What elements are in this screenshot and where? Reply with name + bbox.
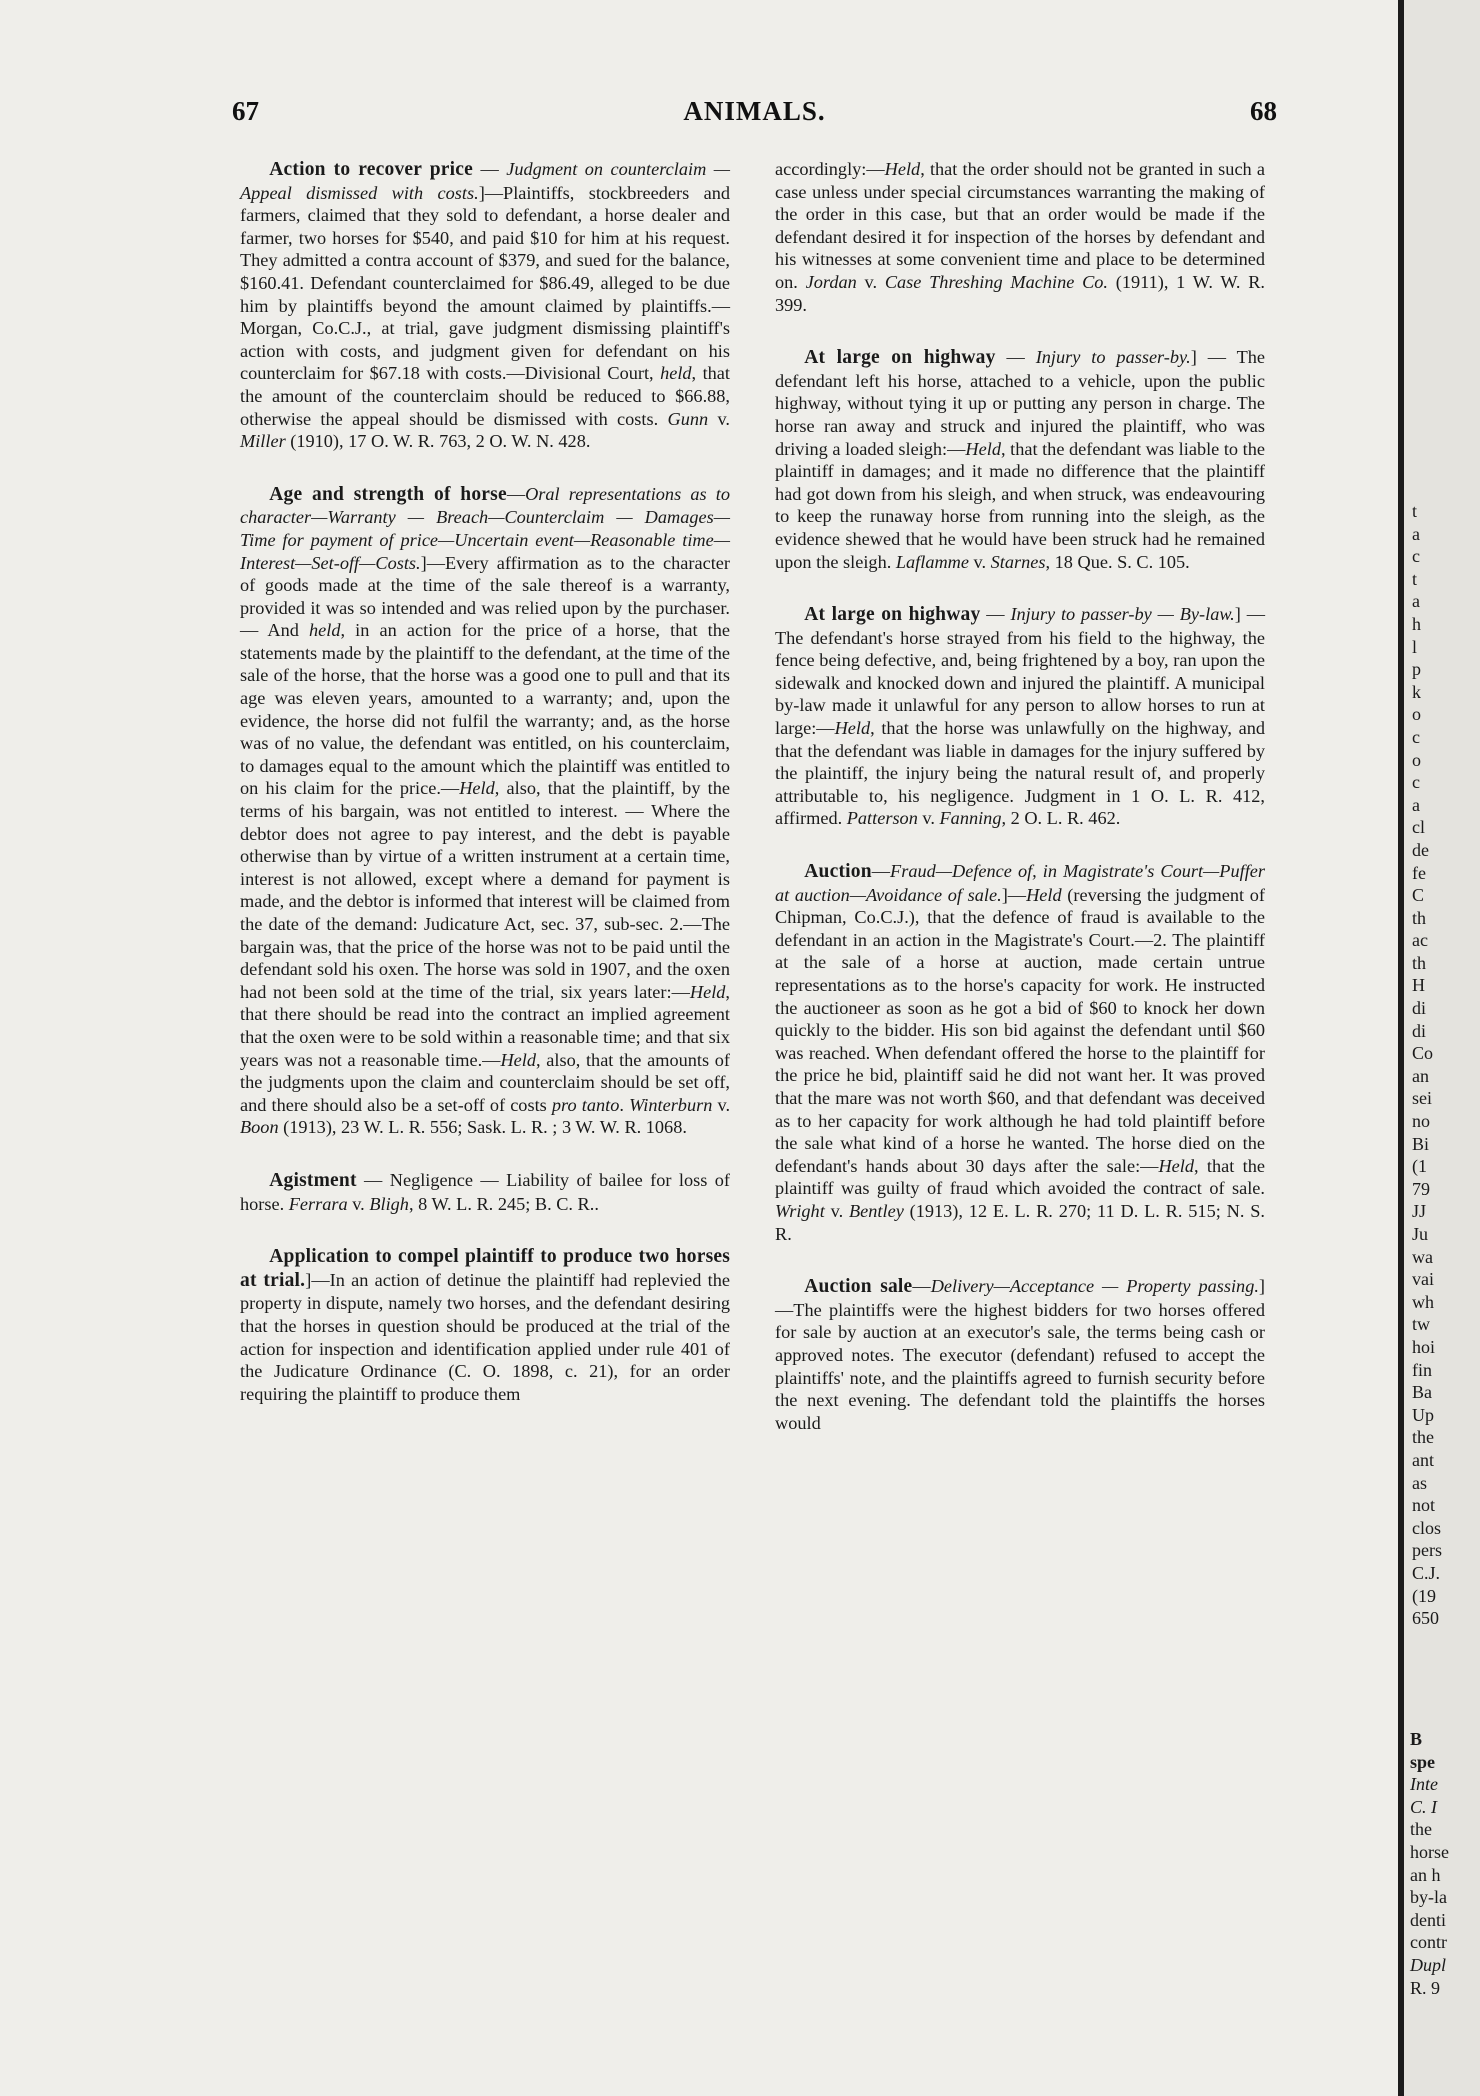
adjacent-page-fragment: by-la <box>1410 1887 1447 1908</box>
entry-text: , also, that the amounts of the judgments upon the claim and counterclaim should be set off, and there should also be a set-off of costs <box>240 1049 730 1115</box>
entry-italic-text: Boon <box>240 1117 279 1138</box>
entry-text: (1911), 1 W. W. R. 399. <box>775 271 1266 315</box>
entry-italic-text: Gunn <box>667 408 709 429</box>
entry-text: ]—Every affirmation as to the character of goods made at the time of the sale thereof is a warranty, provided it was so intended and was relied upon by the purchaser. — And <box>240 552 730 641</box>
entry-italic-text: Injury to passer-by. <box>1035 347 1191 368</box>
entry-text: , that there should be read into the contract an implied agreement that the oxen were to be sold within a reasonable time; and that six years was not a reasonable time.— <box>240 981 730 1070</box>
entry-text: — <box>472 159 507 179</box>
entry-text: , also, that the plaintiff, by the terms of his bargain, was not entitled to interest. — Where the debtor does not agree to pay interest, and the debt is payable otherwise than by virtue of a written instrument at a certain time, interest is not allowed, except where a demand for payment is made, and the debtor is informed that interest will be claimed from the date of the demand: Judicature Act, sec. 37, sub-sec. 2.—The bargain was, that the price of the horse was not to be paid until the defendant sold his oxen. The horse was sold in 1907, and the oxen had not been sold at the time of the trial, six years later:— <box>240 778 730 1002</box>
entry-headword: Agistment <box>269 1169 357 1191</box>
entry-text: — <box>980 604 1011 625</box>
entry-italic-text: Injury to passer-by — By-law. <box>1010 604 1235 625</box>
entry-text: ] — The defendant's horse strayed from his field to the highway, the fence being defective, and, being frightened by a boy, ran upon the sidewalk and knocked down and injured the plaintiff. A municipal by-law made it unlawful for any person to allow horses to run at large:— <box>775 604 1265 739</box>
left-page-number: 67 <box>232 96 259 126</box>
entry-text: v. <box>708 408 730 429</box>
entry-italic-text: Held <box>1026 884 1062 905</box>
entry-italic-text: Jordan <box>805 271 857 292</box>
entry-text: accordingly:— <box>775 159 885 179</box>
adjacent-page-fragment: hoi <box>1412 1336 1436 1357</box>
adjacent-page-fragment: de <box>1412 839 1429 860</box>
entry-text: (1913), 23 W. L. R. 556; Sask. L. R. ; 3 W. W. R. 1068. <box>278 1117 687 1138</box>
adjacent-page-fragment: as <box>1412 1472 1427 1493</box>
entry-text: , 2 O. L. R. 462. <box>1001 808 1121 829</box>
adjacent-page-fragment: sei <box>1412 1088 1432 1109</box>
entry-italic-text: Fraud—Defence of, in Magistrate's Court—Puffer at auction—Avoidance of sale. <box>775 861 1265 905</box>
entry-italic-text: Judgment on counterclaim — Appeal dismissed with costs. <box>240 159 730 203</box>
digest-entry <box>775 1275 1265 1434</box>
entry-italic-text: Winterburn <box>629 1094 713 1115</box>
left-column <box>240 158 730 1435</box>
entry-text: v. <box>856 271 885 292</box>
adjacent-page-fragment: H <box>1412 975 1425 996</box>
entry-text: . <box>619 1094 630 1115</box>
adjacent-page-fragment: h <box>1412 613 1421 634</box>
adjacent-page-fragment: denti <box>1410 1909 1446 1930</box>
entry-text: , 18 Que. S. C. 105. <box>1045 551 1190 572</box>
entry-italic-text: Miller <box>240 431 286 452</box>
digest-entry-continued <box>775 158 1265 316</box>
entry-italic-text: Fanning <box>939 808 1002 829</box>
entry-italic-text: held <box>309 620 341 641</box>
entry-italic-text: Bentley <box>849 1200 904 1221</box>
adjacent-page-fragment: not <box>1412 1495 1436 1516</box>
adjacent-page-fragment: c <box>1412 546 1420 567</box>
adjacent-page-fragment: k <box>1412 681 1421 702</box>
running-title: ANIMALS. <box>683 96 826 126</box>
entry-headword: Application to compel plaintiff to produce two horses at trial. <box>240 1246 730 1291</box>
adjacent-page-fragment: Ba <box>1412 1382 1432 1403</box>
adjacent-page-fragment: o <box>1412 749 1421 770</box>
entry-text: , that the amount of the counterclaim should be reduced to $66.88, otherwise the appeal should be dismissed with costs. <box>240 363 730 429</box>
adjacent-page-fragment: th <box>1412 907 1427 928</box>
adjacent-page-fragment: l <box>1412 636 1418 657</box>
entry-text: v. <box>917 808 940 829</box>
adjacent-page-fragment: an <box>1412 1065 1429 1086</box>
entry-italic-text: Held <box>834 718 871 739</box>
entry-italic-text: Held <box>884 159 921 179</box>
entry-text: , that the horse was unlawfully on the highway, and that the defendant was liable in damages for the injury suffered by the plaintiff, the injury being the natural result of, and properly attributable to, his negligence. Judgment in 1 O. L. R. 412, affirmed. <box>775 718 1265 829</box>
entry-text: , that the order should not be granted in such a case unless under special circumstances warranting the making of the order in this case, but that an order would be made if the defendant desired it for inspection of the horses by defendant and his witnesses at some convenient time and place to be determined on. <box>775 159 1265 292</box>
adjacent-page-fragment: o <box>1412 704 1421 725</box>
adjacent-page-fragment: no <box>1412 1111 1430 1132</box>
adjacent-page-fragment: C <box>1412 885 1425 906</box>
adjacent-page-fragment: a <box>1412 523 1420 544</box>
adjacent-page-fragments-lower <box>1410 1728 1480 1999</box>
adjacent-page-fragment: horse <box>1410 1841 1449 1862</box>
entry-headword: At large on highway <box>804 604 981 626</box>
entry-text: v. <box>824 1200 849 1221</box>
entry-italic-text: held <box>660 363 692 384</box>
entry-italic-text: Starnes <box>990 551 1046 572</box>
adjacent-page-fragment: fe <box>1412 862 1426 883</box>
entry-headword: Auction <box>804 861 872 883</box>
adjacent-page-fragment: the <box>1412 1427 1434 1448</box>
digest-entry <box>240 483 730 1139</box>
entry-italic-text: pro tanto <box>551 1094 620 1115</box>
adjacent-page-fragment: Bi <box>1412 1133 1430 1154</box>
entry-text: ]— <box>1001 884 1027 905</box>
adjacent-page-fragment: 650 <box>1412 1608 1439 1629</box>
adjacent-page-fragment: ac <box>1412 930 1428 951</box>
adjacent-page-fragment: c <box>1412 726 1420 747</box>
entry-text: — Negligence — Liability of bailee for loss of horse. <box>240 1169 730 1214</box>
entry-text: (reversing the judgment of Chipman, Co.C.J.), that the defence of fraud is available to the defendant in an action in the Magistrate's Court.—2. The plaintiff at the sale of a horse at auction, made certain untrue representations as to the horse's capacity for work. He instructed the auctioneer as soon as he got a bid of $60 to knock her down quickly to the bidder. His son bid against the defendant until $60 was reached. When defendant offered the horse to the plaintiff for the price he bid, plaintiff said he did not want her. It was proved that the mare was not worth $60, and that defendant was deceived as to her capacity for work although he had told plaintiff before the sale what kind of a horse he wanted. The horse died on the defendant's hands about 30 days after the sale:— <box>775 884 1265 1176</box>
adjacent-page-fragment: th <box>1412 952 1427 973</box>
entry-italic-text: Held <box>689 981 726 1002</box>
adjacent-page-fragment: clos <box>1412 1517 1441 1538</box>
adjacent-page-fragment: tw <box>1412 1314 1430 1335</box>
entry-italic-text: Held <box>1158 1155 1194 1176</box>
right-column <box>775 158 1265 1464</box>
entry-text: — <box>912 1276 931 1297</box>
adjacent-page-fragment: (19 <box>1412 1585 1436 1606</box>
adjacent-page-fragment: vai <box>1412 1269 1434 1290</box>
adjacent-page-fragment: 79 <box>1412 1178 1430 1199</box>
adjacent-page-fragment: a <box>1412 591 1420 612</box>
entry-italic-text: Wright <box>775 1200 825 1221</box>
entry-headword: Age and strength of horse <box>269 483 507 505</box>
digest-entry <box>240 1169 730 1215</box>
entry-text: , 8 W. L. R. 245; B. C. R.. <box>408 1193 599 1214</box>
adjacent-page-fragment: JJ <box>1412 1201 1427 1222</box>
entry-italic-text: Ferrara <box>288 1193 348 1214</box>
entry-text: , in an action for the price of a horse, that the statements made by the plaintiff to the defendant, at the time of the sale of the horse, that the horse was a good one to pull and that its age was eleven years, amounted to a warranty; and, upon the evidence, the horse did not fulfil the warranty; and, as the horse was of no value, the defendant was entitled, on his counterclaim, to damages equal to the amount which the plaintiff was entitled to on his claim for the price.— <box>240 620 730 799</box>
adjacent-page-fragment: (1 <box>1412 1156 1427 1177</box>
adjacent-page-fragment: the <box>1410 1819 1432 1840</box>
adjacent-page-fragment: pers <box>1412 1540 1442 1561</box>
entry-italic-text: Delivery—Acceptance — Property passing. <box>930 1276 1259 1297</box>
entry-text: ]—The plaintiffs were the highest bidders for two horses offered for sale by auction at an executor's sale, the terms being cash or approved notes. The executor (defendant) refused to accept the plaintiffs' note, and the plaintiffs agreed to furnish security before the next evening. The defendant told the plaintiffs the horses would <box>775 1276 1265 1433</box>
adjacent-page-fragment: fin <box>1412 1359 1432 1380</box>
right-page-number: 68 <box>1250 96 1277 126</box>
adjacent-page-fragment: C. I <box>1410 1796 1437 1817</box>
adjacent-page-fragment: a <box>1412 794 1420 815</box>
adjacent-page-fragment: Inte <box>1410 1774 1438 1795</box>
adjacent-page-fragment: B <box>1410 1729 1423 1749</box>
adjacent-page-fragment: Up <box>1412 1404 1434 1425</box>
page-header <box>232 96 1277 136</box>
digest-entry <box>775 860 1265 1245</box>
entry-italic-text: Held <box>459 778 495 799</box>
entry-text: v. <box>968 551 991 572</box>
entry-text: — <box>995 347 1036 368</box>
entry-text: v. <box>347 1193 370 1214</box>
adjacent-page-fragments-upper <box>1412 500 1480 1630</box>
digest-entry <box>240 1245 730 1405</box>
entry-text: — <box>506 483 526 504</box>
entry-text: (1910), 17 O. W. R. 763, 2 O. W. N. 428. <box>285 431 591 452</box>
adjacent-page-fragment: p <box>1412 659 1421 680</box>
entry-italic-text: Held <box>500 1049 536 1070</box>
adjacent-page-fragment: di <box>1412 1020 1427 1041</box>
adjacent-page-fragment: C.J. <box>1412 1562 1441 1583</box>
entry-headword: At large on highway <box>804 347 996 369</box>
entry-text: — <box>871 861 891 882</box>
adjacent-page-fragment: Co <box>1412 1043 1434 1064</box>
adjacent-page-fragment: t <box>1412 501 1418 521</box>
adjacent-page-fragment: Dupl <box>1410 1954 1446 1975</box>
adjacent-page-fragment: ant <box>1412 1449 1434 1470</box>
adjacent-page-fragment: contr <box>1410 1932 1447 1953</box>
adjacent-page-fragment: cl <box>1412 817 1425 838</box>
entry-italic-text: Bligh <box>369 1193 409 1214</box>
entry-italic-text: Laflamme <box>895 551 969 572</box>
entry-text: ]—Plaintiffs, stockbreeders and farmers, claimed that they sold to defendant, a horse dealer and farmer, two horses for $540, and paid $10 for him at his request. They admitted a contra account of $379, and sued for the balance, $160.41. Defendant counterclaimed for $86.49, alleged to be due him by plaintiffs beyond the amount claimed by plaintiffs.—Morgan, Co.C.J., at trial, gave judgment dismissing plaintiff's action with costs, and judgment given for defendant on his counterclaim for $67.18 with costs.—Divisional Court, <box>240 182 731 384</box>
adjacent-page-fragment: wh <box>1412 1291 1434 1312</box>
entry-text: v. <box>712 1094 731 1115</box>
digest-entry <box>240 158 730 453</box>
entry-text: ]—In an action of detinue the plaintiff had replevied the property in dispute, namely two horses, and the defendant desiring that the horses in question should be produced at the trial of the action for inspection and identification applied under rule 401 of the Judicature Ordinance (C. O. 1898, c. 21), for an order requiring the plaintiff to produce them <box>240 1269 730 1404</box>
digest-entry <box>775 603 1265 830</box>
adjacent-page-fragment: t <box>1412 568 1418 589</box>
adjacent-page-fragment: R. 9 <box>1410 1977 1441 1998</box>
entry-text: , that the plaintiff was guilty of fraud which avoided the contract of sale. <box>775 1155 1265 1199</box>
adjacent-page-fragment: an h <box>1410 1864 1441 1885</box>
adjacent-page-fragment: di <box>1412 998 1427 1019</box>
entry-text: (1913), 12 E. L. R. 270; 11 D. L. R. 515; N. S. R. <box>775 1200 1265 1244</box>
entry-headword: Action to recover price <box>269 159 473 180</box>
entry-italic-text: Case Threshing Machine Co. <box>884 271 1109 292</box>
adjacent-page-edge <box>1404 0 1480 2096</box>
entry-text: ] — The defendant left his horse, attached to a vehicle, upon the public highway, without tying it up or putting any person in charge. The horse ran away and struck and injured the plaintiff, who was driving a loaded sleigh:— <box>775 347 1266 459</box>
adjacent-page-fragment: c <box>1412 772 1420 793</box>
adjacent-page-fragment: spe <box>1410 1751 1436 1772</box>
adjacent-page-fragment: Ju <box>1412 1224 1429 1244</box>
entry-headword: Auction sale <box>804 1276 913 1298</box>
entry-italic-text: Held <box>965 438 1001 459</box>
entry-italic-text: Oral representations as to character—Warranty — Breach—Counterclaim — Damages—Time for payment of price—Uncertain event—Reasonable time—Interest—Set-off—Costs. <box>240 483 730 573</box>
digest-entry <box>775 346 1265 573</box>
adjacent-page-fragment: wa <box>1412 1246 1433 1267</box>
entry-italic-text: Patterson <box>846 808 918 829</box>
entry-text: , that the defendant was liable to the plaintiff in damages; and it made no difference that the plaintiff had got down from his sleigh, and when struck, was endeavouring to keep the runaway horse from running into the sleigh, as the evidence shewed that he would have been struck had he remained upon the sleigh. <box>775 438 1265 572</box>
